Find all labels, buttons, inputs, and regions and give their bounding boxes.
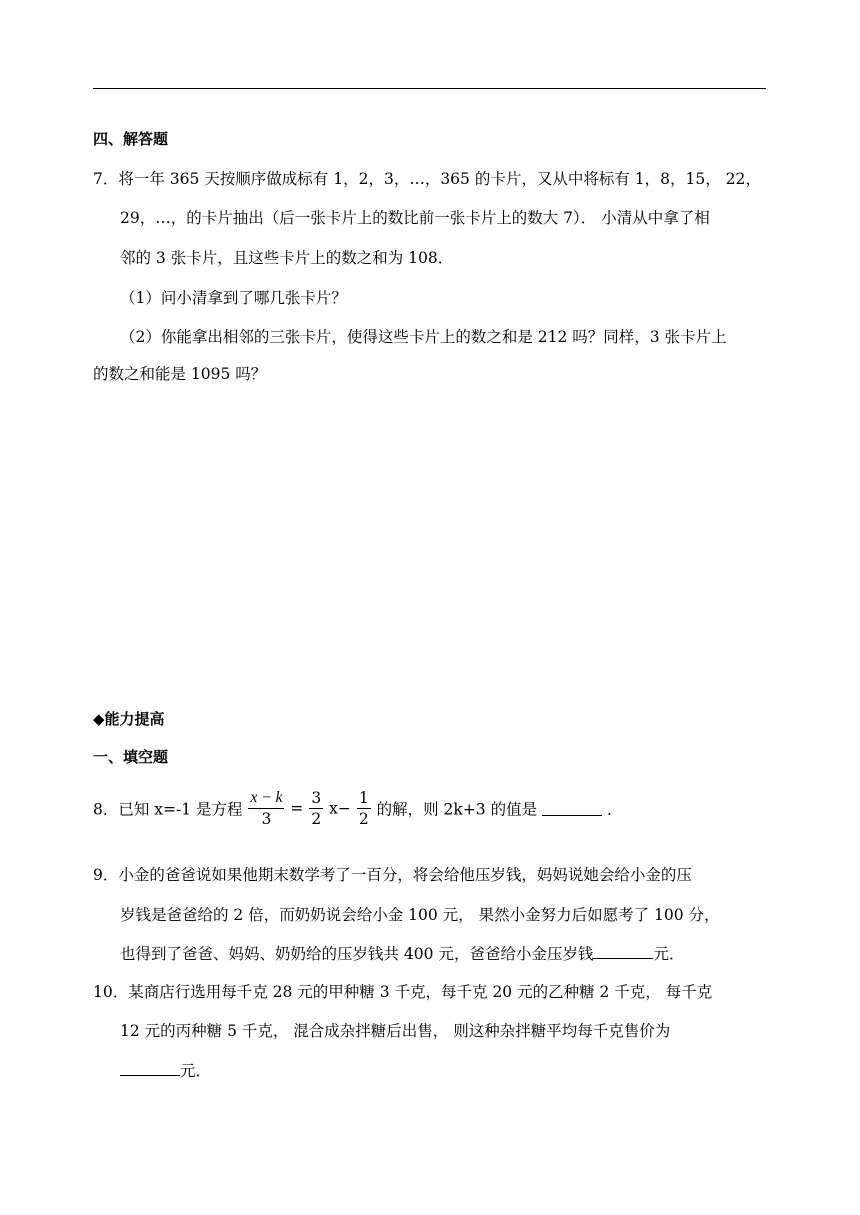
- fraction-numerator: 3: [311, 789, 322, 807]
- question-8-suffix: 的解，则 2k+3 的值是: [376, 800, 538, 819]
- fraction-numerator: x − k: [248, 788, 284, 809]
- question-10-line-1: 10．某商店行选用每千克 28 元的甲种糖 3 千克，每千克 20 元的乙种糖 2 千克， 每千克: [93, 983, 713, 1001]
- fraction-denominator: 2: [311, 810, 322, 828]
- fraction-1-over-2: [357, 788, 371, 829]
- section-title-fill: 一、填空题: [93, 748, 169, 766]
- question-7-line-1: 7．将一年 365 天按顺序做成标有 1，2，3，…，365 的卡片，又从中将标有 1，8，15， 22，: [93, 170, 761, 188]
- question-9-line-2: 岁钱是爸爸给的 2 倍，而奶奶说会给小金 100 元， 果然小金努力后如愿考了 100 分，: [120, 906, 720, 924]
- question-9-line-3-text: 也得到了爸爸、妈妈、奶奶给的压岁钱共 400 元，爸爸给小金压岁钱: [120, 945, 594, 963]
- question-7-sub-2-line-1: （2）你能拿出相邻的三张卡片，使得这些卡片上的数之和是 212 吗？同样，3 张卡片上: [120, 328, 727, 346]
- question-9-unit: 元．: [653, 945, 685, 963]
- question-8: [93, 788, 622, 829]
- question-7-sub-2-line-2: 的数之和能是 1095 吗？: [93, 365, 267, 383]
- fraction-3-over-2: [309, 788, 323, 829]
- fraction-denominator: 2: [358, 810, 369, 828]
- answer-blank-8[interactable]: [542, 801, 602, 816]
- section-title-answer: 四、解答题: [93, 130, 169, 148]
- fraction-denominator: 3: [261, 810, 272, 828]
- question-7-sub-1: （1）问小清拿到了哪几张卡片？: [120, 289, 347, 307]
- question-9-line-1: 9．小金的爸爸说如果他期末数学考了一百分，将会给他压岁钱，妈妈说她会给小金的压: [93, 866, 692, 884]
- x-minus: x−: [329, 799, 351, 818]
- equals-sign: =: [290, 799, 304, 818]
- header-rule: [93, 88, 766, 89]
- question-10-line-3: [120, 1059, 211, 1081]
- question-7-line-2: 29，…，的卡片抽出（后一张卡片上的数比前一张卡片上的数大 7）． 小清从中拿了相: [120, 209, 710, 227]
- question-10-unit: 元．: [180, 1062, 212, 1080]
- fraction-x-minus-k-over-3: [248, 788, 284, 829]
- question-9-line-3: [120, 942, 684, 964]
- question-7-line-3: 邻的 3 张卡片，且这些卡片上的数之和为 108．: [120, 249, 454, 267]
- answer-blank-10[interactable]: [120, 1061, 180, 1076]
- answer-blank-9[interactable]: [593, 944, 653, 959]
- question-10-line-2: 12 元的丙种糖 5 千克， 混合成杂拌糖后出售， 则这种杂拌糖平均每千克售价为: [120, 1022, 671, 1040]
- question-8-prefix: 8．已知 x=-1 是方程: [93, 800, 243, 819]
- ability-title: ◆能力提高: [93, 710, 165, 728]
- fraction-numerator: 1: [358, 789, 369, 807]
- question-8-end: ．: [606, 800, 623, 819]
